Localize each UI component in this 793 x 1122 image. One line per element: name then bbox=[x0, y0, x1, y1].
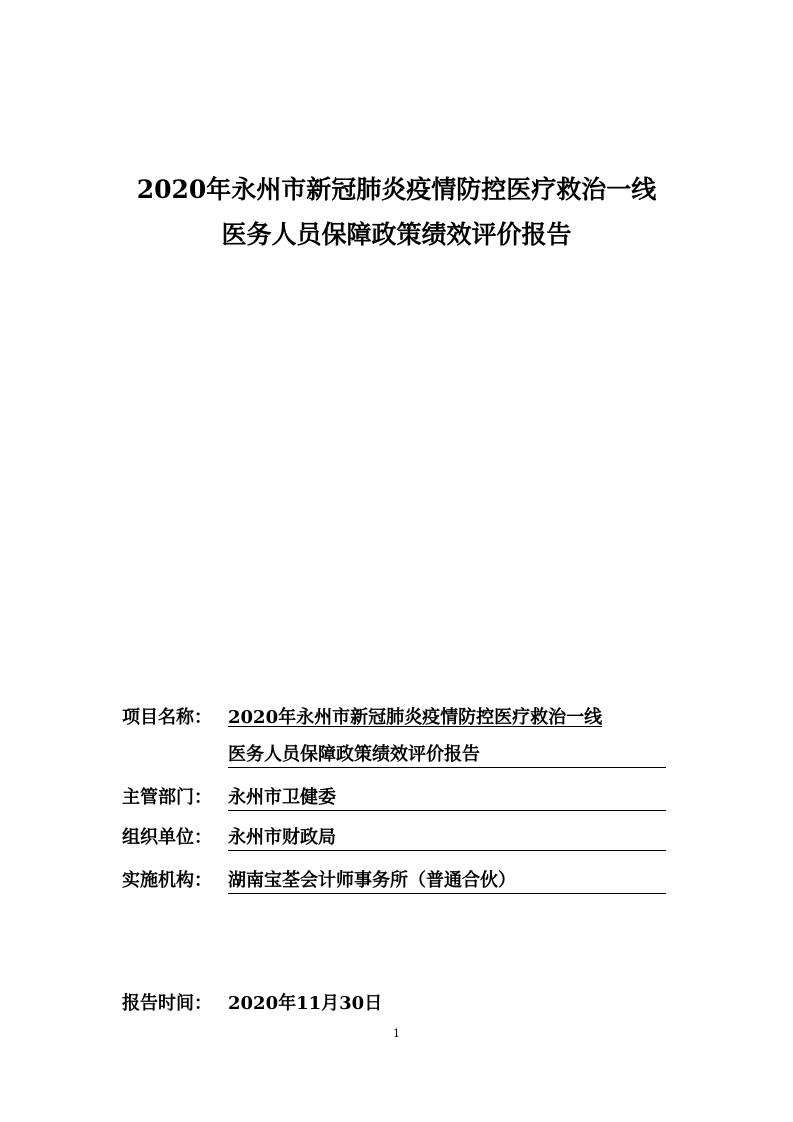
page-number: 1 bbox=[393, 1027, 400, 1040]
project-name-value-line2 bbox=[228, 743, 666, 768]
department-value-text: 永州市卫健委 bbox=[228, 787, 336, 808]
project-name-value-line1-text: 2020年永州市新冠肺炎疫情防控医疗救治一线 bbox=[228, 707, 603, 728]
report-title-line2: 医务人员保障政策绩效评价报告 bbox=[221, 220, 572, 249]
department-value bbox=[228, 786, 666, 811]
project-name-label: 项目名称： bbox=[122, 707, 212, 728]
department-label: 主管部门： bbox=[122, 787, 212, 808]
report-title-line1: 2020年永州市新冠肺炎疫情防控医疗救治一线 bbox=[136, 175, 657, 204]
organizer-value bbox=[228, 826, 666, 851]
implementer-value-text: 湖南宝荃会计师事务所（普通合伙） bbox=[228, 870, 516, 891]
project-name-value-line2-text: 医务人员保障政策绩效评价报告 bbox=[228, 744, 480, 765]
project-name-value-line1 bbox=[228, 706, 666, 730]
implementer-label: 实施机构： bbox=[122, 870, 212, 891]
implementer-value bbox=[228, 869, 666, 894]
organizer-label: 组织单位： bbox=[122, 827, 212, 848]
organizer-value-text: 永州市财政局 bbox=[228, 827, 336, 848]
report-time-value: 2020年11月30日 bbox=[228, 993, 383, 1014]
report-time-label: 报告时间： bbox=[122, 993, 212, 1014]
